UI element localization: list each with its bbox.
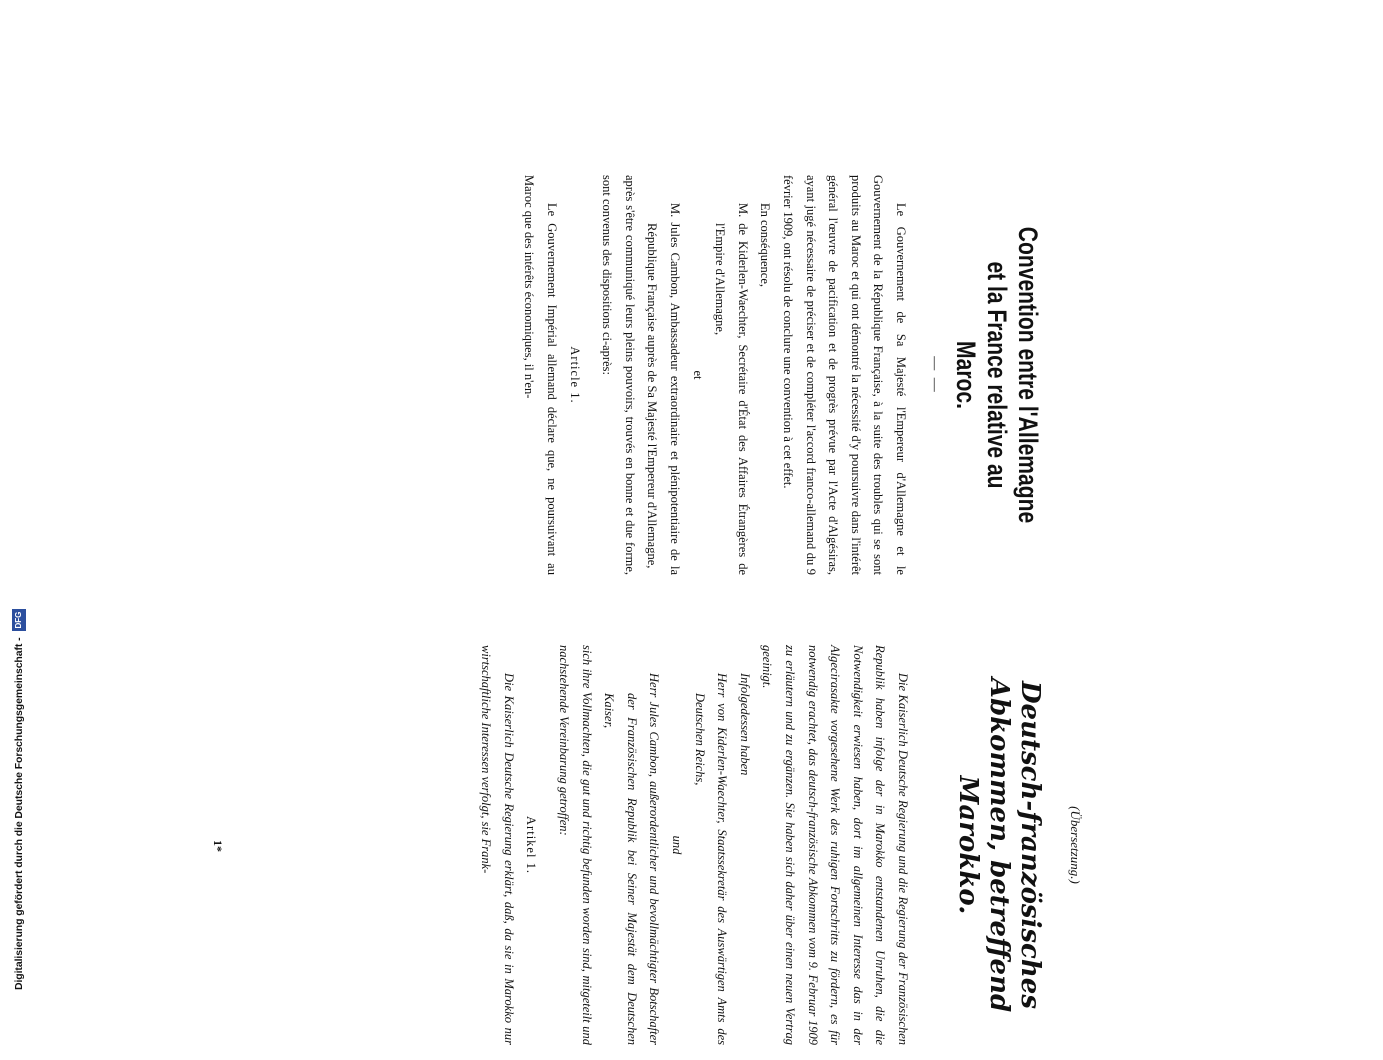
french-top-spacer — [1063, 175, 1085, 575]
german-title-line-3: Marokko. — [953, 775, 983, 915]
page-mark: 1* — [211, 840, 225, 852]
french-plenipotentiary-1: M. de Kiderlen-Waechter, Secrétaire d'État des Affaires Étrangères de l'Empire d'Allemagne, — [713, 203, 750, 575]
rotated-document-page — [125, 160, 1085, 1060]
german-title-line-2: Abkommen, betreffend — [984, 677, 1014, 1013]
german-after: sich ihre Vollmachten, die gut und richtig befunden worden sind, mitgeteilt und nachstehende Vereinbarung getroffen: — [557, 645, 594, 1045]
french-article-title: Article 1. — [567, 346, 582, 404]
french-consequence: En conséquence, — [758, 203, 773, 287]
french-title-line-3: Maroc. — [951, 341, 981, 409]
german-title-spacer — [928, 645, 944, 1045]
translation-note: (Übersetzung.) — [1068, 806, 1083, 884]
german-title — [952, 645, 1045, 1045]
french-title-line-2: et la France relative au — [982, 261, 1012, 489]
german-plenipotentiary-2: Herr Jules Cambon, außerordentlicher und bevollmächtigter Botschafter der Französischen Republik bei Seiner Majestät dem Deutschen Kaiser, — [602, 673, 662, 1045]
dfg-logo: DFG — [12, 609, 26, 632]
german-and: und — [670, 835, 685, 855]
german-plenipotentiary-1: Herr von Kiderlen-Waechter, Staatssekretär des Auswärtigen Amts des Deutschen Reichs, — [692, 673, 730, 1045]
credit-text: Digitalisierung gefördert durch die Deutsche Forschungsgemeinschaft - — [13, 637, 25, 990]
french-plenipotentiary-2: M. Jules Cambon, Ambassadeur extraordinaire et plénipotentiaire de la République Française auprès de Sa Majesté l'Empereur d'Allemagne, — [645, 203, 683, 575]
german-preamble: Die Kaiserlich Deutsche Regierung und die Regierung der Französischen Republik haben infolge der in Marokko entstandenen Unruhen, die die Notwendigkeit erwiesen haben, dort im allgemeinen Interesse das in der Algecirasakte vorgesehene Werk des ruhigen Fortschritts zu fördern, es für notwendig erachtet, das deutsch-französische Abkommen vom 9. Februar 1909 zu erläutern und zu ergänzen. Sie haben sich daher über einen neuen Vertrag geeinigt. — [760, 645, 910, 1045]
german-title-line-1: Deutsch-französisches — [1015, 681, 1045, 1009]
french-and: et — [690, 370, 705, 380]
german-article-title: Artikel 1. — [524, 816, 539, 874]
french-after: après s'être communiqué leurs pleins pouvoirs, trouvés en bonne et due forme, sont convenus des dispositions ci-après: — [600, 175, 637, 575]
german-article-text: Die Kaiserlich Deutsche Regierung erklärt, daß, da sie in Marokko nur wirtschaftliche Interessen verfolgt, sie Frank- — [479, 645, 516, 1045]
german-column — [211, 645, 1085, 1045]
french-article-text: Le Gouvernement Impérial allemand déclare que, ne poursuivant au Maroc que des intérêts économiques, il n'en- — [522, 175, 560, 575]
digitization-credit — [12, 0, 26, 1000]
french-column — [518, 175, 1085, 575]
french-preamble: Le Gouvernement de Sa Majesté l'Empereur d'Allemagne et le Gouvernement de la République Française, à la suite des troubles qui se sont produits au Maroc et qui ont démontré la nécessité d'y poursuivre dans l'intérêt général l'œuvre de pacification et de progrès prévue par l'Acte d'Algésiras, ayant jugé nécessaire de préciser et de compléter l'accord franco-allemand du 9 février 1909, ont résolu de conclure une convention à cet effet. — [781, 175, 908, 575]
german-consequence: Infolgedessen haben — [737, 673, 752, 776]
french-title — [950, 219, 1043, 531]
french-title-line-1: Convention entre l'Allemagne — [1013, 226, 1043, 524]
title-divider: — — — [927, 356, 942, 394]
